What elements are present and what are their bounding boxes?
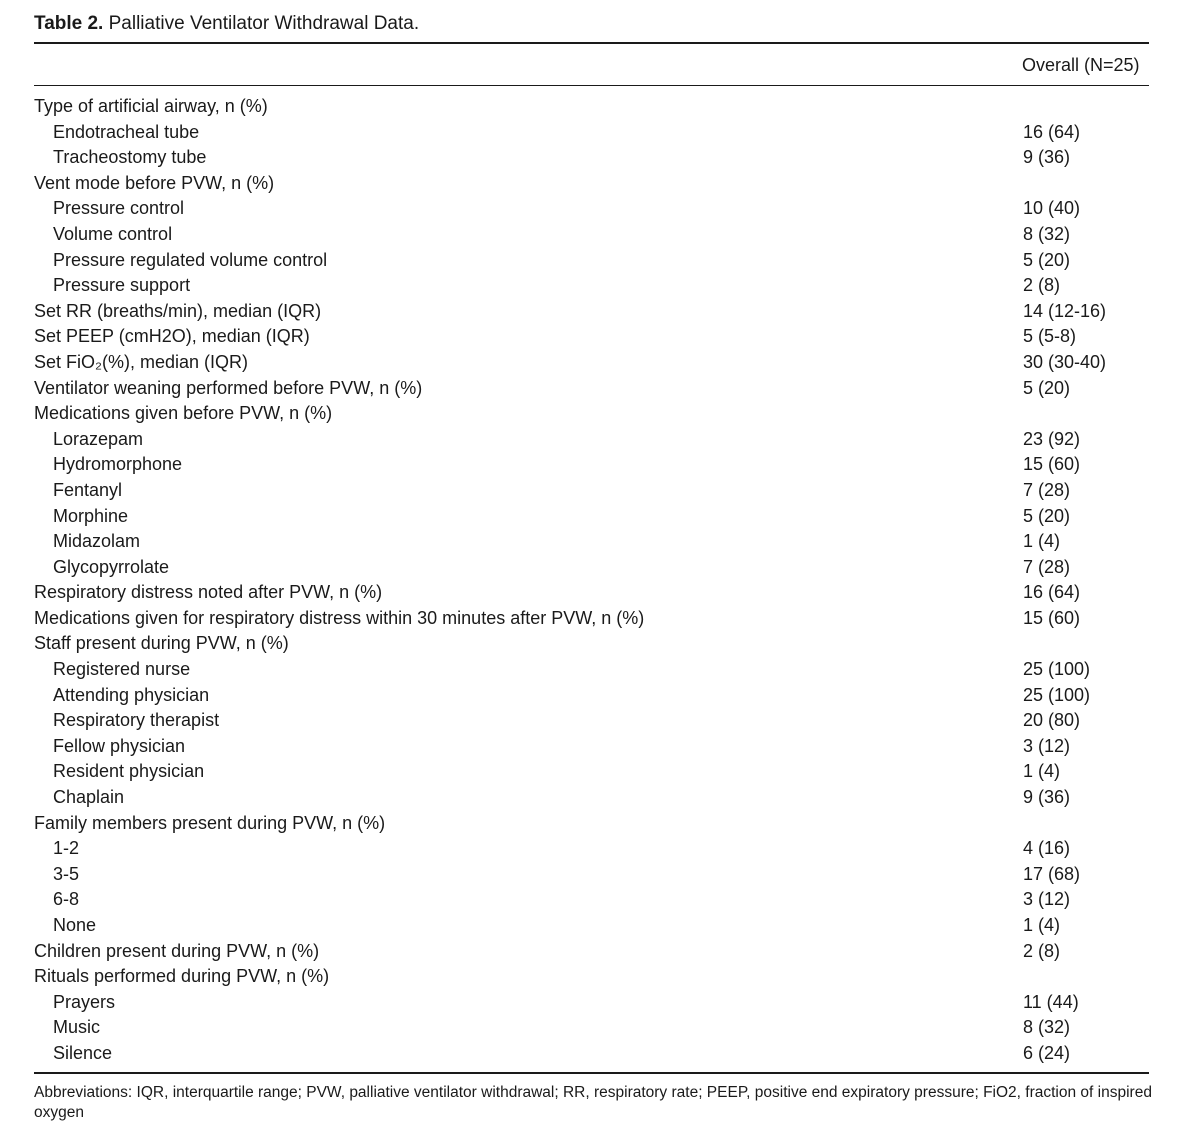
table-row: [34, 222, 1149, 248]
table-row-category: [34, 939, 1149, 965]
row-label: Resident physician: [53, 761, 205, 782]
row-value: 15 (60): [1023, 607, 1081, 628]
table-row: [34, 452, 1149, 478]
table-row-category: [34, 171, 1149, 197]
table-row: [34, 657, 1149, 683]
table-row: [34, 145, 1149, 171]
row-value: 1 (4): [1023, 761, 1061, 782]
row-value: 20 (80): [1023, 710, 1081, 731]
row-value: 5 (20): [1023, 249, 1071, 270]
row-label: Volume control: [53, 223, 173, 244]
row-label: Registered nurse: [53, 659, 191, 680]
row-value: 17 (68): [1023, 863, 1081, 884]
row-value: 8 (32): [1023, 1017, 1071, 1038]
row-value: 2 (8): [1023, 275, 1061, 296]
row-label: 3-5: [53, 863, 80, 884]
row-value: 16 (64): [1023, 121, 1081, 142]
table-row: [34, 427, 1149, 453]
table-row: [34, 785, 1149, 811]
row-label: Pressure regulated volume control: [53, 249, 328, 270]
row-value: 9 (36): [1023, 147, 1071, 168]
table-row-category: [34, 401, 1149, 427]
row-value: 7 (28): [1023, 556, 1071, 577]
row-label: Set FiO₂(%), median (IQR): [34, 351, 249, 372]
table-row-category: [34, 350, 1149, 376]
table-row: [34, 990, 1149, 1016]
row-label: Midazolam: [53, 531, 141, 552]
table-row-category: [34, 811, 1149, 837]
table-footnote: Abbreviations: IQR, interquartile range; PVW, palliative ventilator withdrawal; RR, respiratory rate; PEEP, positive end expiratory pressure; FiO2, fraction of inspired oxygen: [34, 1084, 1152, 1121]
table-row: [34, 529, 1149, 555]
row-label: Silence: [53, 1042, 113, 1063]
row-value: 4 (16): [1023, 838, 1071, 859]
table-row-category: [34, 376, 1149, 402]
table-row-category: [34, 299, 1149, 325]
row-label: None: [53, 915, 97, 935]
header-rule: [34, 85, 1149, 86]
row-label: Tracheostomy tube: [53, 147, 207, 168]
row-label: Morphine: [53, 505, 129, 526]
row-value: 3 (12): [1023, 889, 1071, 910]
row-value: 1 (4): [1023, 531, 1061, 552]
table-row-category: [34, 964, 1149, 990]
row-label: Pressure support: [53, 275, 191, 296]
row-label: Vent mode before PVW, n (%): [34, 172, 275, 193]
row-label: Fentanyl: [53, 479, 123, 500]
row-value: 25 (100): [1023, 659, 1091, 680]
table-row: [34, 683, 1149, 709]
table-row: [34, 504, 1149, 530]
table-row: [34, 1015, 1149, 1041]
row-label: Fellow physician: [53, 735, 186, 756]
table-row: [34, 478, 1149, 504]
row-value: 23 (92): [1023, 428, 1081, 449]
row-value: 25 (100): [1023, 684, 1091, 705]
row-value: 8 (32): [1023, 223, 1071, 244]
row-value: 10 (40): [1023, 198, 1081, 219]
table-row: [34, 836, 1149, 862]
row-label: Pressure control: [53, 198, 185, 219]
table-caption: [34, 12, 419, 36]
row-label: Set RR (breaths/min), median (IQR): [34, 300, 322, 321]
row-label: Lorazepam: [53, 428, 144, 449]
row-value: 11 (44): [1023, 991, 1079, 1012]
row-label: 6-8: [53, 889, 80, 910]
row-label: Family members present during PVW, n (%): [34, 812, 386, 833]
row-value: 15 (60): [1023, 454, 1081, 475]
row-label: Set PEEP (cmH2O), median (IQR): [34, 326, 310, 347]
table-row: [34, 248, 1149, 274]
row-label: Endotracheal tube: [53, 121, 200, 142]
row-value: 7 (28): [1023, 479, 1071, 500]
bottom-rule: [34, 1072, 1149, 1074]
row-label: Respiratory therapist: [53, 710, 220, 731]
table-row-category: [34, 580, 1149, 606]
row-value: 30 (30-40): [1023, 351, 1107, 372]
table-row: [34, 273, 1149, 299]
row-label: Attending physician: [53, 684, 210, 705]
table-row: [34, 555, 1149, 581]
table-row: [34, 734, 1149, 760]
row-label: Type of artificial airway, n (%): [34, 96, 268, 116]
table-title: Palliative Ventilator Withdrawal Data.: [108, 13, 420, 34]
row-label: Children present during PVW, n (%): [34, 940, 320, 961]
table-row: [34, 708, 1149, 734]
row-label: Ventilator weaning performed before PVW, n (%): [34, 377, 423, 398]
row-label: Respiratory distress noted after PVW, n (%): [34, 582, 383, 603]
table-row: [34, 1041, 1149, 1067]
table-row-category: [34, 94, 1149, 120]
row-value: 6 (24): [1023, 1042, 1071, 1063]
row-value: 3 (12): [1023, 735, 1071, 756]
table-row-category: [34, 631, 1149, 657]
row-value: 14 (12-16): [1023, 300, 1107, 321]
table-row: [34, 887, 1149, 913]
row-label: Medications given for respiratory distress within 30 minutes after PVW, n (%): [34, 607, 645, 628]
table-row-category: [34, 606, 1149, 632]
table-row: [34, 759, 1149, 785]
row-label: Rituals performed during PVW, n (%): [34, 966, 330, 987]
row-value: 1 (4): [1023, 915, 1061, 935]
top-rule: [34, 42, 1149, 44]
row-label: Prayers: [53, 991, 116, 1012]
row-label: Staff present during PVW, n (%): [34, 633, 289, 654]
table-row: [34, 913, 1149, 939]
column-header-overall: Overall (N=25): [1022, 55, 1140, 75]
row-value: 16 (64): [1023, 582, 1081, 603]
table-row: [34, 196, 1149, 222]
row-value: 9 (36): [1023, 787, 1071, 808]
row-label: 1-2: [53, 838, 80, 859]
table-row: [34, 862, 1149, 888]
table-row-category: [34, 324, 1149, 350]
row-label: Music: [53, 1017, 101, 1038]
table-body: [34, 94, 1149, 1067]
row-label: Medications given before PVW, n (%): [34, 403, 333, 424]
row-value: 2 (8): [1023, 940, 1061, 961]
row-value: 5 (20): [1023, 505, 1071, 526]
row-label: Hydromorphone: [53, 454, 183, 475]
row-value: 5 (5-8): [1023, 326, 1077, 347]
table-row: [34, 120, 1149, 146]
table-number: Table 2.: [34, 13, 104, 34]
row-label: Glycopyrrolate: [53, 556, 170, 577]
row-value: 5 (20): [1023, 377, 1071, 398]
row-label: Chaplain: [53, 787, 125, 808]
